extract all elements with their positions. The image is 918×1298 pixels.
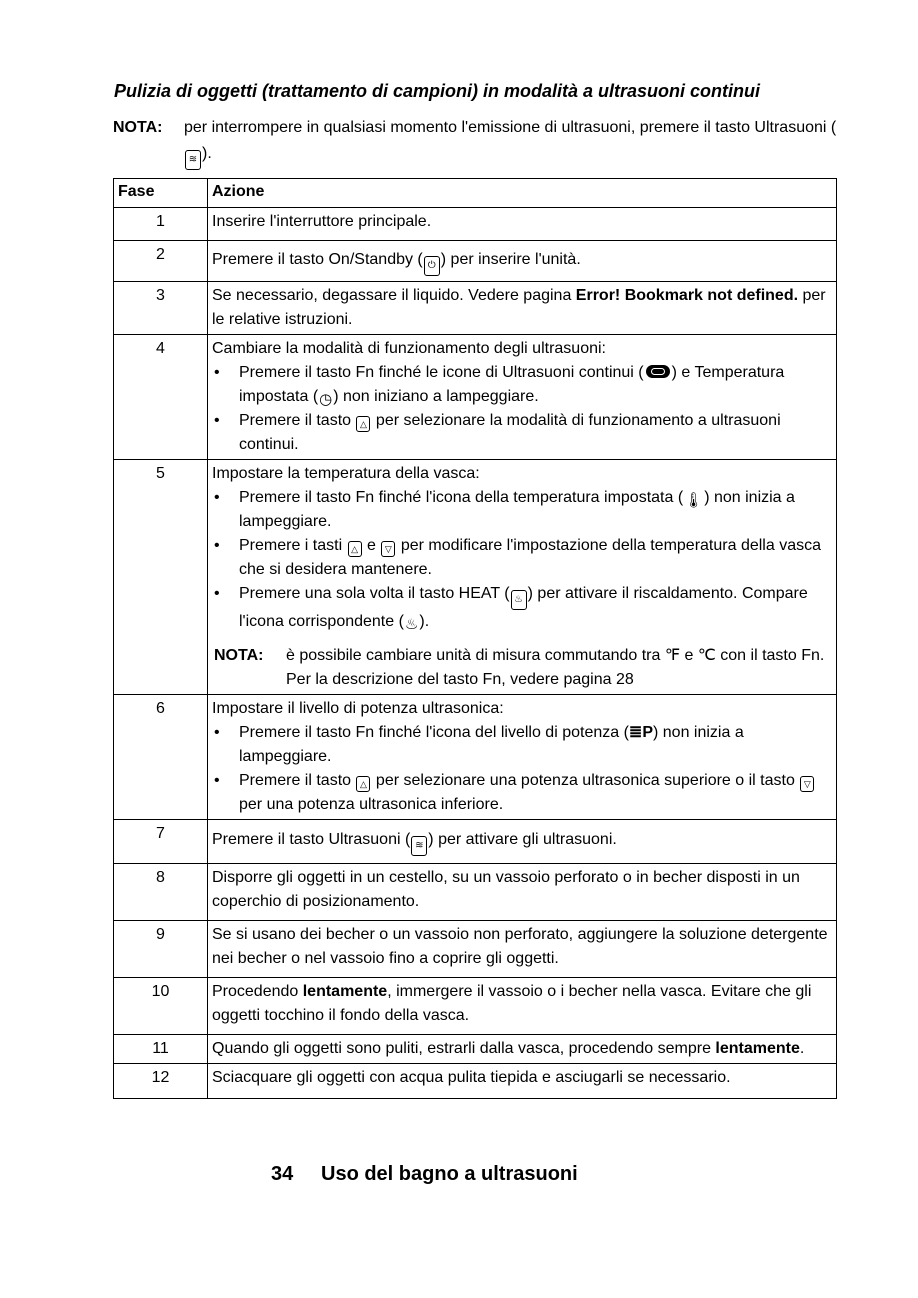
- section-heading: Pulizia di oggetti (trattamento di campioni) in modalità a ultrasuoni continui: [114, 81, 761, 101]
- page-footer: [271, 1161, 578, 1187]
- step-text: per selezionare la modalità di funzionamento a ultrasuoni continui.: [239, 412, 781, 453]
- step-number: 3: [114, 282, 208, 335]
- step-text: ) non iniziano a lampeggiare.: [333, 388, 539, 405]
- step-text: , immergere il vassoio o i becher nella vasca. Evitare che gli oggetti tocchino il fondo della vasca.: [212, 983, 812, 1024]
- step-action: [208, 820, 837, 864]
- step-text: Premere il tasto On/Standby (: [212, 251, 423, 268]
- step-text: ) non inizia a lampeggiare.: [239, 489, 795, 530]
- step-text: .: [799, 1040, 805, 1057]
- table-row: [114, 921, 837, 978]
- note-text: è possibile cambiare unità di misura commutando tra ℉ e ℃ con il tasto Fn. Per la descrizione del tasto Fn, vedere pagina 28: [286, 647, 825, 688]
- table-row: [114, 282, 837, 335]
- power-icon: ⏻: [424, 256, 440, 276]
- heating-icon: ♨: [404, 616, 419, 633]
- step-action: Disporre gli oggetti in un cestello, su un vassoio perforato o in becher disposti in un coperchio di posizionamento.: [208, 864, 837, 921]
- table-row: [114, 335, 837, 460]
- step-text: e: [362, 537, 381, 554]
- table-row: [114, 978, 837, 1035]
- step-text: per le relative istruzioni.: [212, 287, 826, 328]
- header-azione: Azione: [208, 179, 837, 208]
- thermometer-icon: 🌡: [684, 492, 704, 509]
- bullet-item: • Premere il tasto Fn finché l'icona della temperatura impostata (🌡) non inizia a lampeggiare.: [214, 489, 795, 530]
- step-text: Premere una sola volta il tasto HEAT (: [239, 585, 510, 602]
- step-text: Premere il tasto Fn finché le icone di Ultrasuoni continui (: [239, 364, 644, 381]
- table-row: [114, 1064, 837, 1099]
- header-fase: Fase: [114, 179, 208, 208]
- table-row: [114, 820, 837, 864]
- step-number: 9: [114, 921, 208, 978]
- step-number: 7: [114, 820, 208, 864]
- step-text: Premere i tasti: [239, 537, 347, 554]
- down-arrow-key-icon: ▽: [381, 541, 395, 557]
- step-text: per modificare l'impostazione della temperatura della vasca che si desidera mantenere.: [239, 537, 821, 578]
- bullet-item: • Premere i tasti △ e ▽ per modificare l'impostazione della temperatura della vasca che si desidera mantenere.: [214, 537, 821, 578]
- power-level-icon: ≣P: [628, 724, 653, 741]
- step-text: Se necessario, degassare il liquido. Vedere pagina: [212, 287, 576, 304]
- table-row: [114, 460, 837, 695]
- step-number: 10: [114, 978, 208, 1035]
- note-text: per interrompere in qualsiasi momento l'emissione di ultrasuoni, premere il tasto Ultrasuoni (: [184, 119, 837, 136]
- step-number: 8: [114, 864, 208, 921]
- step-number: 4: [114, 335, 208, 460]
- inline-note: [214, 644, 832, 692]
- step-text: Procedendo: [212, 983, 303, 1000]
- up-arrow-key-icon: △: [356, 776, 370, 792]
- bullet-item: • Premere una sola volta il tasto HEAT ( ♨ ) per attivare il riscaldamento. Compare l'icona corrispondente (♨).: [214, 585, 808, 633]
- step-action: Sciacquare gli oggetti con acqua pulita tiepida e asciugarli se necessario.: [208, 1064, 837, 1099]
- step-action: [208, 335, 837, 460]
- step-text: ) per attivare il riscaldamento. Compare l'icona corrispondente (: [239, 585, 808, 630]
- table-row: [114, 208, 837, 241]
- step-bold: lentamente: [302, 983, 388, 1000]
- step-action: [208, 282, 837, 335]
- step-number: 1: [114, 208, 208, 241]
- note-label: NOTA:: [113, 119, 163, 136]
- up-arrow-key-icon: △: [348, 541, 362, 557]
- step-text: ).: [419, 613, 430, 630]
- step-number: 12: [114, 1064, 208, 1099]
- step-text: ) non inizia a lampeggiare.: [239, 724, 744, 765]
- bullet-item: • Premere il tasto Fn finché le icone di Ultrasuoni continui ( ) e Temperatura impostata (◷) non iniziano a lampeggiare.: [214, 364, 785, 408]
- down-arrow-key-icon: ▽: [800, 776, 814, 792]
- step-bold: Error! Bookmark not defined.: [575, 287, 799, 304]
- step-intro: Cambiare la modalità di funzionamento degli ultrasuoni:: [212, 340, 606, 357]
- step-action: [208, 460, 837, 695]
- step-text: per selezionare una potenza ultrasonica superiore o il tasto: [371, 772, 800, 789]
- step-text: per una potenza ultrasonica inferiore.: [239, 796, 504, 813]
- step-text: Quando gli oggetti sono puliti, estrarli dalla vasca, procedendo sempre: [212, 1040, 716, 1057]
- step-number: 6: [114, 695, 208, 820]
- step-text: Premere il tasto: [239, 412, 356, 429]
- step-text: ) e Temperatura impostata (: [239, 364, 785, 405]
- table-row: [114, 864, 837, 921]
- sonics-key-icon: ≋: [411, 836, 427, 856]
- step-text: Premere il tasto: [239, 772, 356, 789]
- continuous-sonics-icon: [646, 365, 670, 378]
- step-number: 11: [114, 1035, 208, 1064]
- step-text: Premere il tasto Ultrasuoni (: [212, 831, 411, 848]
- step-number: 5: [114, 460, 208, 695]
- up-arrow-key-icon: △: [356, 416, 370, 432]
- step-intro: Impostare il livello di potenza ultrasonica:: [212, 700, 504, 717]
- step-action: [208, 241, 837, 282]
- bullet-item: • Premere il tasto Fn finché l'icona del livello di potenza (≣P) non inizia a lampeggiare.: [214, 724, 744, 765]
- table-row: [114, 1035, 837, 1064]
- note-text-end: ).: [202, 145, 212, 162]
- step-text: Premere il tasto Fn finché l'icona del livello di potenza (: [239, 724, 629, 741]
- step-action: [208, 1035, 837, 1064]
- timer-icon: ◷: [319, 391, 333, 408]
- heat-key-icon: ♨: [511, 590, 527, 610]
- step-text: ) per attivare gli ultrasuoni.: [428, 831, 617, 848]
- step-bold: lentamente: [715, 1040, 800, 1057]
- top-note: [113, 115, 843, 170]
- page-number: 34: [271, 1163, 294, 1185]
- bullet-item: • Premere il tasto △ per selezionare una potenza ultrasonica superiore o il tasto ▽ per una potenza ultrasonica inferiore.: [212, 769, 832, 817]
- step-number: 2: [114, 241, 208, 282]
- sonics-key-icon: ≋: [185, 150, 201, 170]
- step-intro: Impostare la temperatura della vasca:: [212, 465, 480, 482]
- step-action: [208, 978, 837, 1035]
- table-row: [114, 695, 837, 820]
- bullet-item: • Premere il tasto △ per selezionare la modalità di funzionamento a ultrasuoni continui.: [214, 412, 781, 453]
- step-action: [208, 695, 837, 820]
- table-row: [114, 241, 837, 282]
- steps-table: [113, 178, 837, 1099]
- note-label: NOTA:: [214, 647, 264, 664]
- chapter-title: Uso del bagno a ultrasuoni: [321, 1163, 578, 1185]
- step-text: ) per inserire l'unità.: [440, 251, 581, 268]
- step-action: Inserire l'interruttore principale.: [208, 208, 837, 241]
- table-header-row: [114, 179, 837, 208]
- step-text: Premere il tasto Fn finché l'icona della temperatura impostata (: [239, 489, 684, 506]
- step-action: Se si usano dei becher o un vassoio non perforato, aggiungere la soluzione detergente nei becher o nel vassoio fino a coprire gli oggetti.: [208, 921, 837, 978]
